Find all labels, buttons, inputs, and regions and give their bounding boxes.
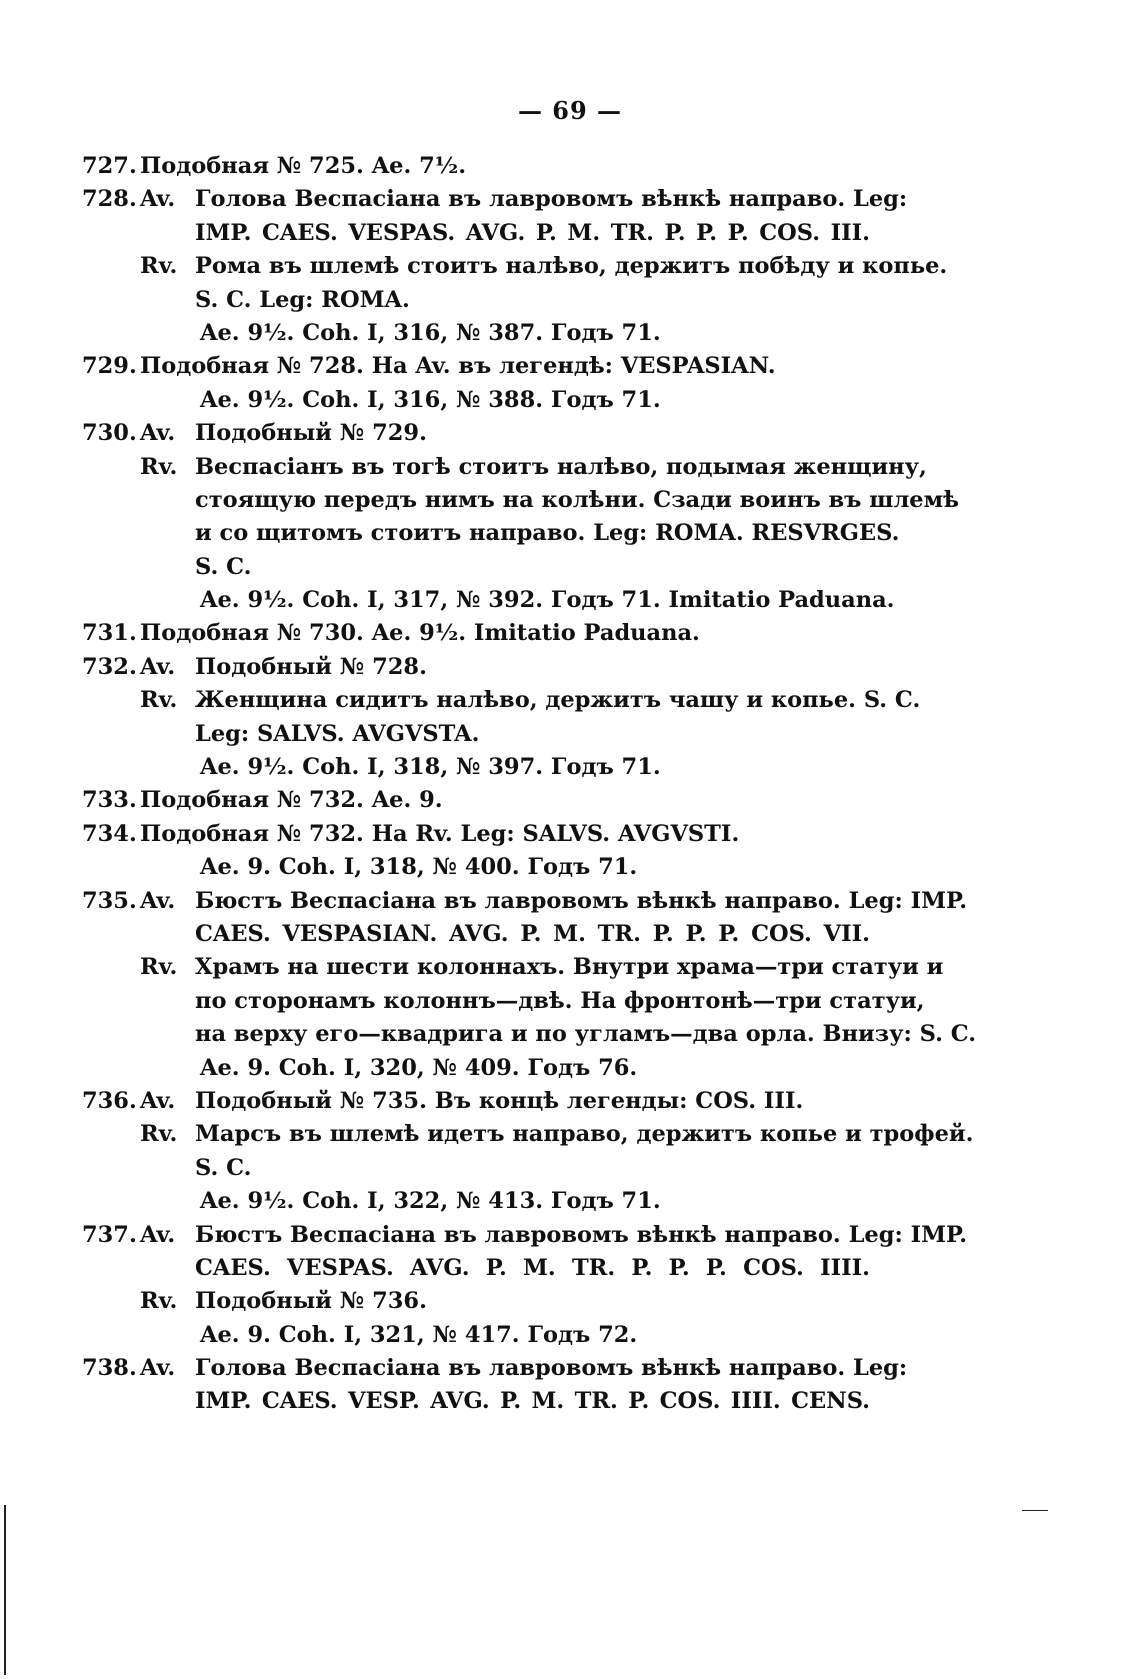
entry-number: 727. (82, 153, 137, 179)
catalog-line (0, 417, 1140, 450)
catalog-line (0, 284, 1140, 317)
entry-text: Подобный № 728. (195, 653, 427, 680)
catalog-line (0, 484, 1140, 517)
catalog-line (0, 784, 1140, 817)
entry-number: 735. (82, 887, 137, 914)
entry-number: 733. (82, 787, 137, 814)
catalog-line (0, 1219, 1140, 1252)
catalog-line (0, 1018, 1140, 1051)
entry-text: Leg: SALVS. AVGVSTA. (195, 720, 480, 747)
catalog-line (0, 1319, 1140, 1352)
coin-side-label: Av. (140, 1087, 176, 1114)
catalog-line (0, 985, 1140, 1018)
coin-side-label: Rv. (140, 253, 178, 280)
entry-text: Веспасіанъ въ тогѣ стоитъ налѣво, подымая женщину, (195, 453, 927, 480)
entry-text: Марсъ въ шлемѣ идетъ направо, держитъ копье и трофей. (195, 1121, 974, 1148)
entry-text: Храмъ на шести колоннахъ. Внутри храма—три статуи и (195, 954, 944, 981)
entry-number: 737. (82, 1221, 137, 1248)
entry-text: на верху его—квадрига и по угламъ—два орла. Внизу: S. C. (195, 1021, 977, 1048)
entry-text: Ae. 9. Coh. I, 321, № 417. Годъ 72. (200, 1321, 638, 1348)
entry-number: 731. (82, 620, 137, 647)
catalog-line (0, 1385, 1140, 1418)
coin-side-label: Av. (140, 186, 176, 213)
entry-text: IMP. CAES. VESPAS. AVG. P. M. TR. P. P. P. COS. III. (195, 219, 870, 246)
entry-text: Ae. 9½. Coh. I, 316, № 388. Годъ 71. (200, 386, 661, 413)
coin-side-label: Av. (140, 420, 176, 447)
catalog-line (0, 150, 1140, 183)
catalog-line (0, 183, 1140, 216)
entry-text: Ae. 9. Coh. I, 318, № 400. Годъ 71. (200, 854, 638, 881)
catalog-line (0, 1252, 1140, 1285)
coin-side-label: Rv. (140, 954, 178, 981)
catalog-line (0, 1185, 1140, 1218)
entry-text: Подобная № 728. На Av. въ легендѣ: VESPASIAN. (140, 353, 776, 380)
coin-side-label: Rv. (140, 1288, 178, 1315)
catalog-line (0, 1052, 1140, 1085)
entry-text: IMP. CAES. VESP. AVG. P. M. TR. P. COS. IIII. CENS. (195, 1388, 870, 1415)
coin-side-label: Av. (140, 653, 176, 680)
entry-text: по сторонамъ колоннъ—двѣ. На фронтонѣ—три статуи, (195, 987, 925, 1014)
catalog-line (0, 885, 1140, 918)
catalog-line (0, 1285, 1140, 1318)
catalog-line (0, 851, 1140, 884)
coin-side-label: Av. (140, 1355, 176, 1382)
entry-text: CAES. VESPASIAN. AVG. P. M. TR. P. P. P. COS. VII. (195, 920, 870, 947)
entry-text: Ae. 9½. Coh. I, 322, № 413. Годъ 71. (200, 1188, 661, 1215)
catalog-line (0, 1118, 1140, 1151)
entry-text: стоящую передъ нимъ на колѣни. Сзади воинъ въ шлемѣ (195, 486, 959, 513)
entry-text: Голова Веспасіана въ лавровомъ вѣнкѣ направо. Leg: (195, 1355, 908, 1382)
catalog-line (0, 584, 1140, 617)
coin-side-label: Rv. (140, 687, 178, 714)
catalog-line (0, 1352, 1140, 1385)
catalog-line (0, 451, 1140, 484)
entry-number: 728. (82, 186, 137, 213)
entry-number: 730. (82, 420, 137, 447)
catalog-line (0, 951, 1140, 984)
entry-text: Ae. 9½. Coh. I, 317, № 392. Годъ 71. Imitatio Paduana. (200, 587, 895, 614)
entry-text: Ae. 9. Coh. I, 320, № 409. Годъ 76. (200, 1054, 638, 1081)
entry-text: и со щитомъ стоитъ направо. Leg: ROMA. RESVRGES. (195, 520, 900, 547)
entry-number: 729. (82, 353, 137, 380)
entry-text: Бюстъ Веспасіана въ лавровомъ вѣнкѣ направо. Leg: IMP. (195, 1221, 968, 1248)
catalog-line (0, 217, 1140, 250)
catalog-line (0, 718, 1140, 751)
scan-edge-mark (4, 1505, 6, 1675)
entry-text: Подобная № 730. Ae. 9½. Imitatio Paduana. (140, 620, 700, 647)
entry-text: Подобная № 725. Ae. 7½. (140, 153, 467, 179)
entry-text: Голова Веспасіана въ лавровомъ вѣнкѣ направо. Leg: (195, 186, 908, 213)
catalog-line (0, 818, 1140, 851)
entry-text: Ae. 9½. Coh. I, 316, № 387. Годъ 71. (200, 319, 661, 346)
catalog-line (0, 317, 1140, 350)
coin-side-label: Av. (140, 887, 176, 914)
entry-number: 732. (82, 653, 137, 680)
catalog-line (0, 617, 1140, 650)
entry-text: S. C. Leg: ROMA. (195, 286, 410, 313)
catalog-entries (0, 150, 1140, 1419)
entry-text: Подобная № 732. На Rv. Leg: SALVS. AVGVSTI. (140, 820, 740, 847)
coin-side-label: Av. (140, 1221, 176, 1248)
catalog-line (0, 651, 1140, 684)
page-number: — 69 — (517, 96, 623, 125)
catalog-line (0, 1152, 1140, 1185)
catalog-line (0, 684, 1140, 717)
entry-text: Подобный № 729. (195, 420, 427, 447)
catalog-line (0, 350, 1140, 383)
entry-number: 734. (82, 820, 137, 847)
entry-text: Женщина сидитъ налѣво, держитъ чашу и копье. S. C. (195, 687, 921, 714)
coin-side-label: Rv. (140, 453, 178, 480)
entry-text: Рома въ шлемѣ стоитъ налѣво, держитъ побѣду и копье. (195, 253, 948, 280)
entry-text: S. C. (195, 553, 252, 580)
catalog-line (0, 250, 1140, 283)
entry-number: 738. (82, 1355, 137, 1382)
entry-number: 736. (82, 1087, 137, 1114)
entry-text: S. C. (195, 1154, 252, 1181)
entry-text: Ae. 9½. Coh. I, 318, № 397. Годъ 71. (200, 754, 661, 781)
entry-text: Бюстъ Веспасіана въ лавровомъ вѣнкѣ направо. Leg: IMP. (195, 887, 968, 914)
scan-edge-mark (1022, 1510, 1048, 1511)
coin-side-label: Rv. (140, 1121, 178, 1148)
catalog-line (0, 551, 1140, 584)
catalog-line (0, 751, 1140, 784)
catalog-line (0, 1085, 1140, 1118)
entry-text: Подобный № 735. Въ концѣ легенды: COS. III. (195, 1087, 804, 1114)
entry-text: Подобный № 736. (195, 1288, 427, 1315)
entry-text: CAES. VESPAS. AVG. P. M. TR. P. P. P. COS. IIII. (195, 1254, 870, 1281)
catalog-line (0, 384, 1140, 417)
catalog-line (0, 918, 1140, 951)
entry-text: Подобная № 732. Ae. 9. (140, 787, 443, 814)
catalog-line (0, 517, 1140, 550)
